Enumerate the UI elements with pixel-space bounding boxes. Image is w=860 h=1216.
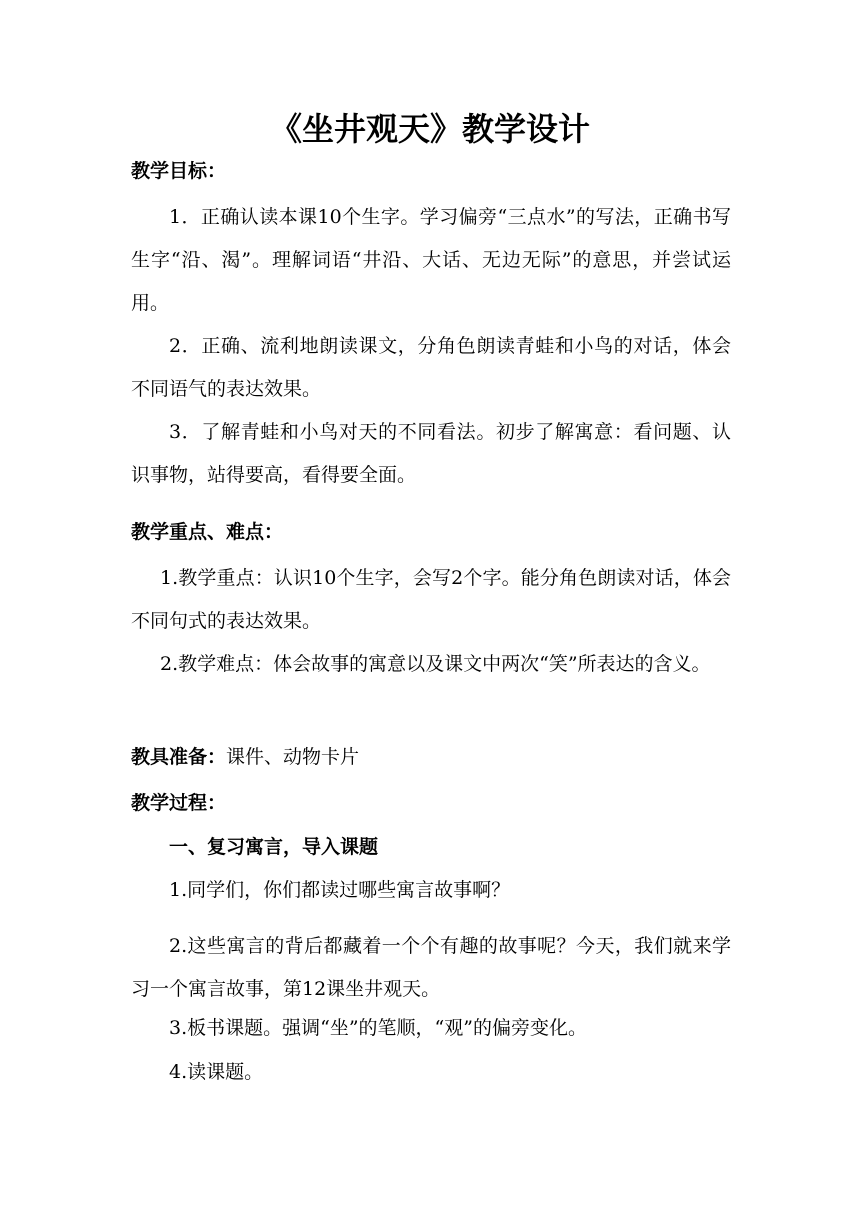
process-step-2: 2.这些寓言的背后都藏着一个个有趣的故事呢？今天，我们就来学习一个寓言故事，第12课坐井观天。 xyxy=(131,935,731,1000)
key-point-item-1: 1.教学重点：认识10个生字，会写2个字。能分角色朗读对话，体会不同句式的表达效果。 xyxy=(131,567,731,632)
materials-text: 课件、动物卡片 xyxy=(226,746,360,768)
process-heading: 教学过程： xyxy=(131,792,227,814)
process-step-3: 3.板书课题。强调“坐”的笔顺，“观”的偏旁变化。 xyxy=(169,1017,587,1039)
materials-line xyxy=(131,736,731,779)
materials-label: 教具准备： xyxy=(131,746,227,768)
objective-item-1: 1．正确认读本课10个生字。学习偏旁“三点水”的写法，正确书写生字“沿、渴”。理解词语“井沿、大话、无边无际”的意思，并尝试运用。 xyxy=(131,206,731,314)
process-section-title: 一、复习寓言，导入课题 xyxy=(169,836,379,858)
process-step-1: 1.同学们，你们都读过哪些寓言故事啊？ xyxy=(169,879,511,901)
key-points-heading: 教学重点、难点： xyxy=(131,521,284,543)
process-step-4: 4.读课题。 xyxy=(169,1061,264,1083)
objective-item-2: 2．正确、流利地朗读课文，分角色朗读青蛙和小鸟的对话，体会不同语气的表达效果。 xyxy=(131,335,731,400)
document-title: 《坐井观天》教学设计 xyxy=(269,110,590,148)
key-point-item-2: 2.教学难点：体会故事的寓意以及课文中两次“笑”所表达的含义。 xyxy=(160,653,711,675)
objective-item-3: 3．了解青蛙和小鸟对天的不同看法。初步了解寓意：看问题、认识事物，站得要高，看得要全面。 xyxy=(131,421,731,486)
objectives-heading: 教学目标： xyxy=(131,160,227,182)
